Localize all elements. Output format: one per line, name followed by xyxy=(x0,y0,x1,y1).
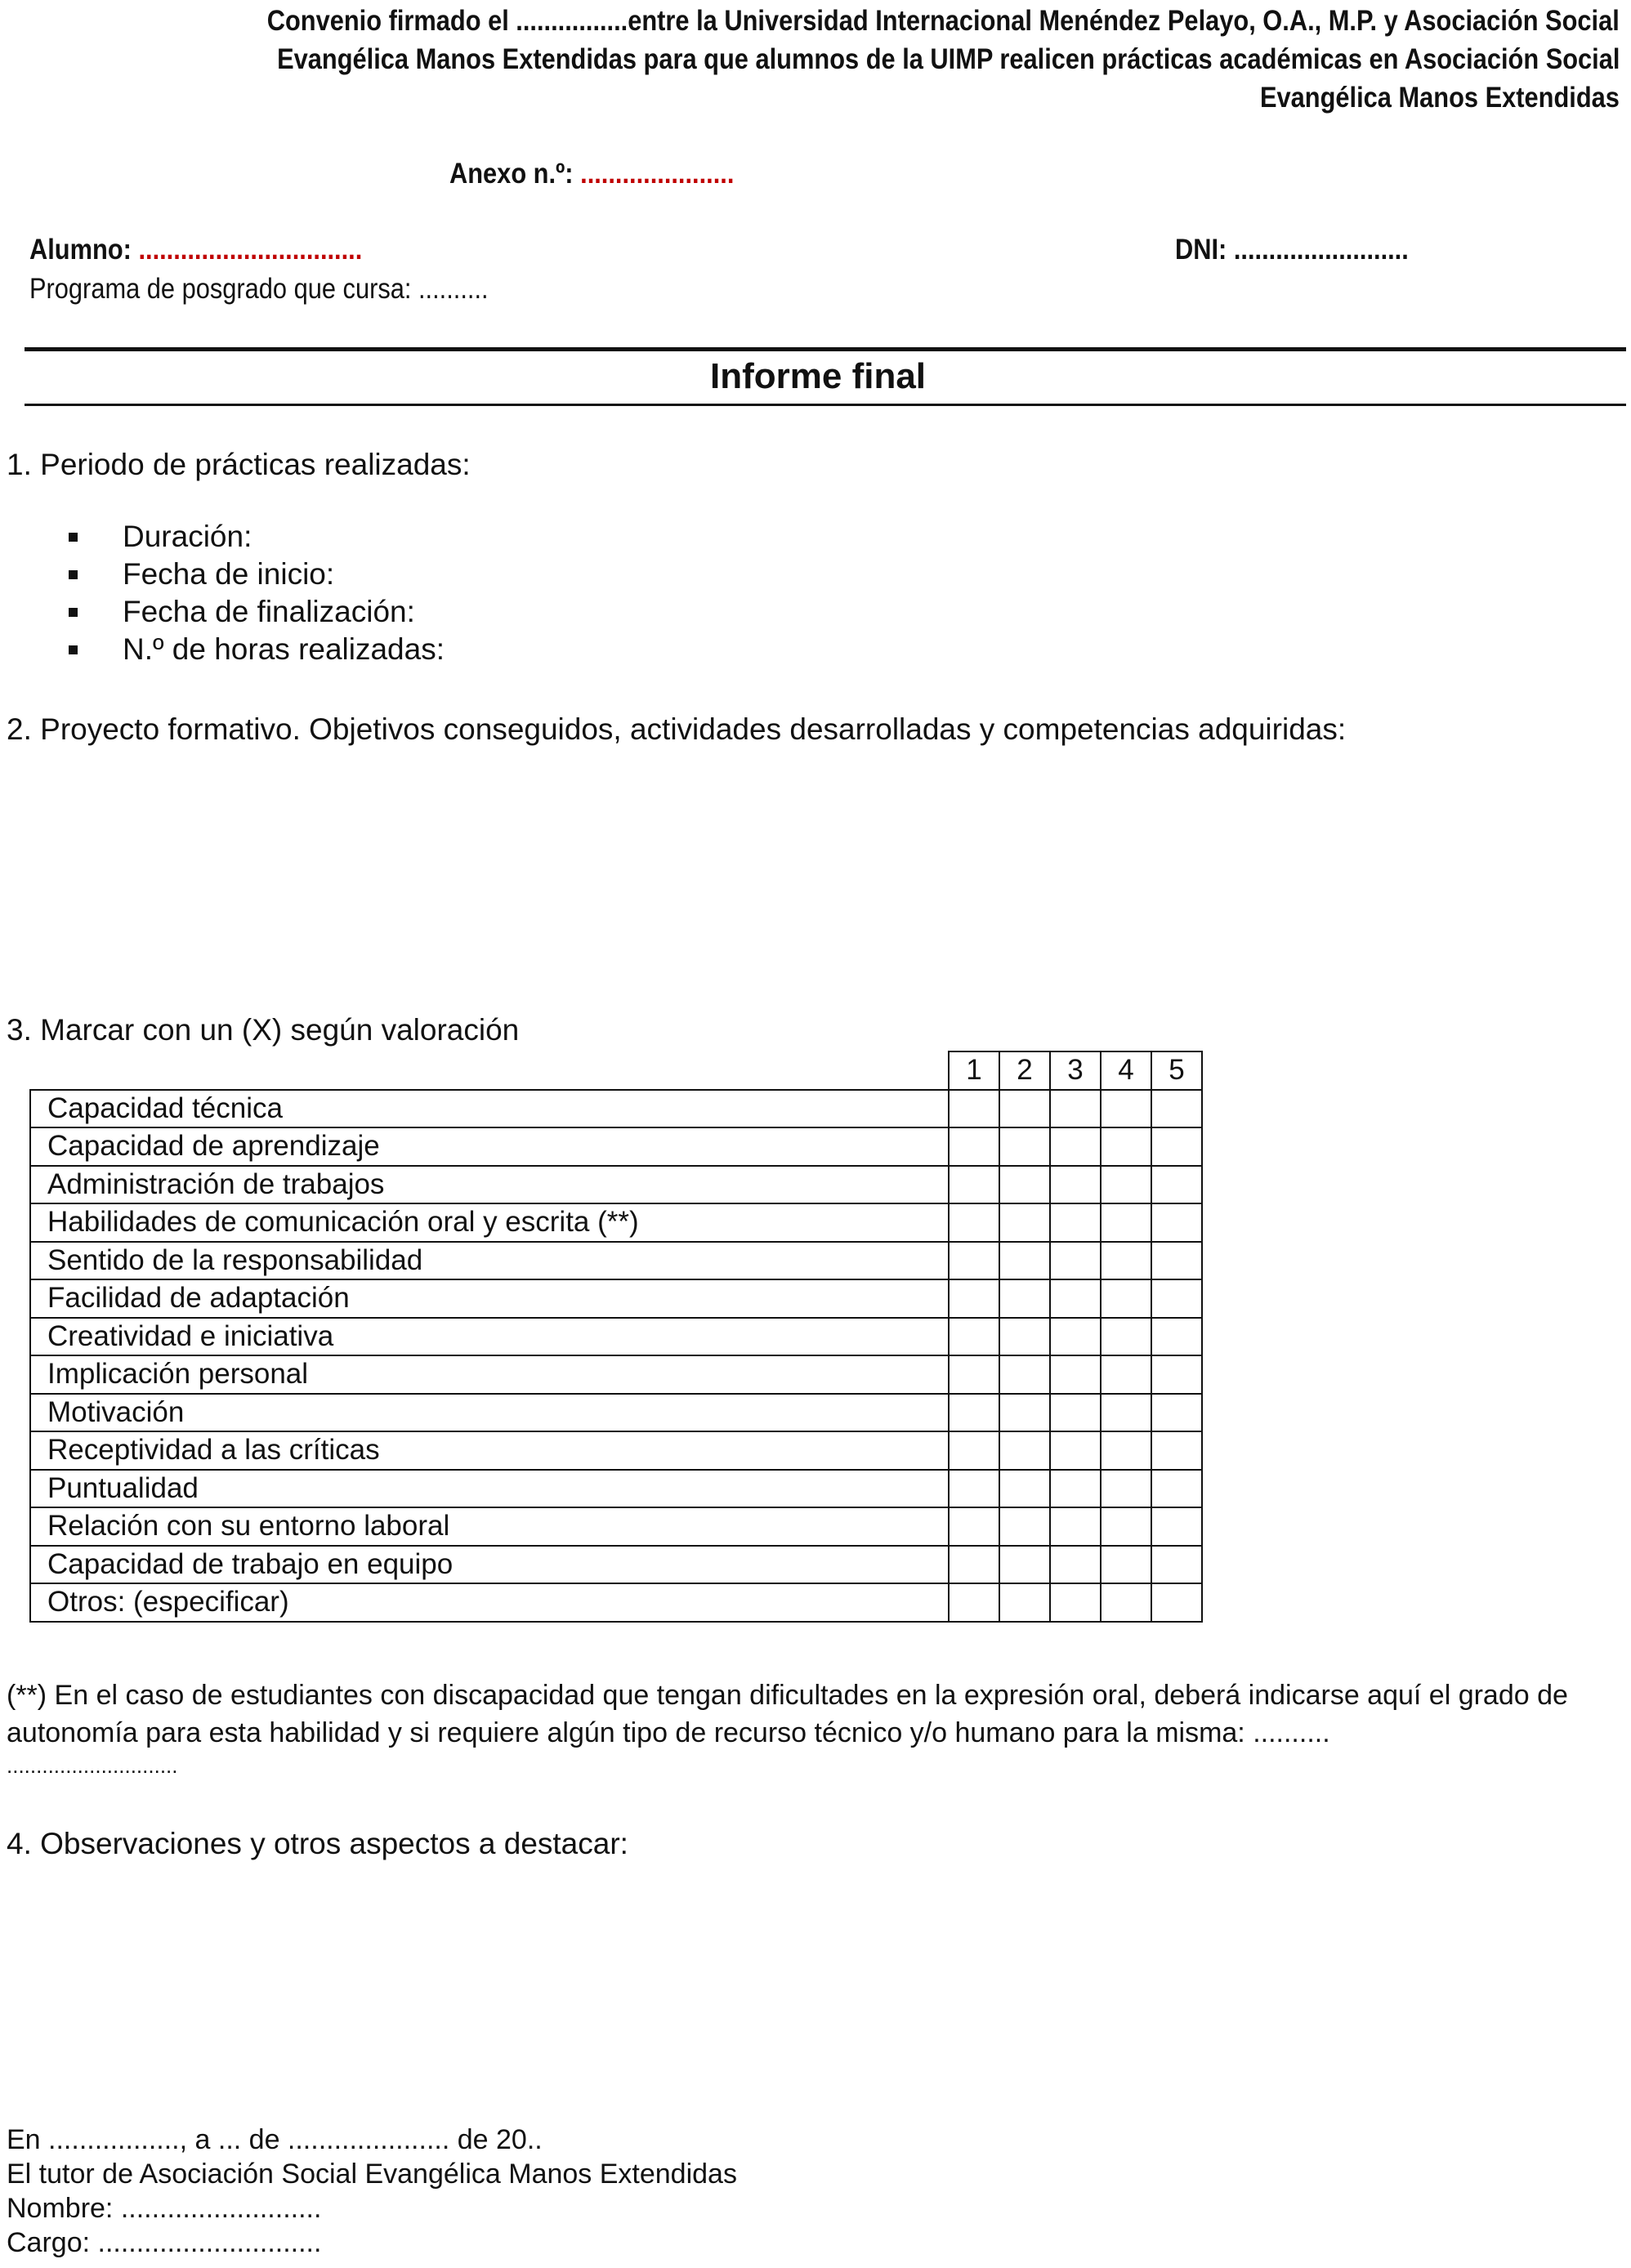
rating-checkbox-4[interactable] xyxy=(1101,1507,1151,1546)
criterion-label: Creatividad e iniciativa xyxy=(30,1318,949,1356)
scale-1: 1 xyxy=(949,1051,999,1090)
rating-row xyxy=(30,1166,1202,1204)
bullet-square-icon xyxy=(69,570,78,579)
rating-row xyxy=(30,1279,1202,1318)
rating-checkbox-2[interactable] xyxy=(999,1546,1050,1584)
annex-row xyxy=(449,158,734,190)
bullet-square-icon xyxy=(69,533,78,542)
rating-row xyxy=(30,1394,1202,1432)
rating-checkbox-2[interactable] xyxy=(999,1355,1050,1394)
dni-row xyxy=(1175,234,1409,266)
rating-checkbox-2[interactable] xyxy=(999,1394,1050,1432)
period-item-label: N.º de horas realizadas: xyxy=(123,632,445,666)
period-item-start xyxy=(65,556,445,593)
program-label: Programa de posgrado que cursa: xyxy=(29,273,412,305)
rating-checkbox-5[interactable] xyxy=(1151,1242,1202,1280)
header-line-1: Convenio firmado el ................entre la Universidad Internacional Menéndez Pelayo, O.A., M.P. y Asociación Social xyxy=(266,5,1620,37)
header-line-3: Evangélica Manos Extendidas xyxy=(1260,82,1620,114)
rating-checkbox-4[interactable] xyxy=(1101,1355,1151,1394)
scale-3: 3 xyxy=(1050,1051,1101,1090)
student-label: Alumno: xyxy=(29,234,132,266)
rating-checkbox-2[interactable] xyxy=(999,1318,1050,1356)
rating-checkbox-4[interactable] xyxy=(1101,1127,1151,1166)
rating-checkbox-5[interactable] xyxy=(1151,1090,1202,1128)
rating-checkbox-3[interactable] xyxy=(1050,1166,1101,1204)
scale-2: 2 xyxy=(999,1051,1050,1090)
rating-checkbox-3[interactable] xyxy=(1050,1355,1101,1394)
period-item-label: Fecha de inicio: xyxy=(123,557,335,591)
rating-checkbox-4[interactable] xyxy=(1101,1470,1151,1508)
rating-checkbox-1[interactable] xyxy=(949,1431,999,1470)
rating-checkbox-3[interactable] xyxy=(1050,1127,1101,1166)
criterion-label: Implicación personal xyxy=(30,1355,949,1394)
rating-checkbox-5[interactable] xyxy=(1151,1546,1202,1584)
period-item-end xyxy=(65,593,445,631)
rating-checkbox-3[interactable] xyxy=(1050,1279,1101,1318)
rating-header-blank xyxy=(30,1051,949,1090)
note-line-1: (**) En el caso de estudiantes con discapacidad que tengan dificultades en la expresión oral, deberá indicarse aquí el grado de xyxy=(7,1680,1568,1711)
rating-checkbox-4[interactable] xyxy=(1101,1431,1151,1470)
rating-checkbox-1[interactable] xyxy=(949,1166,999,1204)
bullet-square-icon xyxy=(69,645,78,654)
criterion-label: Capacidad de aprendizaje xyxy=(30,1127,949,1166)
rating-checkbox-5[interactable] xyxy=(1151,1583,1202,1622)
note-line-2: autonomía para esta habilidad y si requiere algún tipo de recurso técnico y/o humano para la misma: .......... xyxy=(7,1717,1330,1748)
criterion-label: Capacidad de trabajo en equipo xyxy=(30,1546,949,1584)
rating-checkbox-3[interactable] xyxy=(1050,1203,1101,1242)
criterion-label: Habilidades de comunicación oral y escrita (**) xyxy=(30,1203,949,1242)
rating-checkbox-1[interactable] xyxy=(949,1394,999,1432)
rating-checkbox-3[interactable] xyxy=(1050,1470,1101,1508)
rating-checkbox-2[interactable] xyxy=(999,1279,1050,1318)
rating-checkbox-2[interactable] xyxy=(999,1242,1050,1280)
tutor-position: Cargo: ............................. xyxy=(7,2227,322,2258)
title-rule-top xyxy=(25,347,1626,351)
period-item-label: Duración: xyxy=(123,520,252,553)
rating-checkbox-2[interactable] xyxy=(999,1583,1050,1622)
rating-checkbox-5[interactable] xyxy=(1151,1355,1202,1394)
title-rule-bottom xyxy=(25,404,1626,406)
tutor-name: Nombre: .......................... xyxy=(7,2193,322,2224)
period-item-duration xyxy=(65,518,445,556)
rating-checkbox-4[interactable] xyxy=(1101,1583,1151,1622)
program-row xyxy=(29,273,489,306)
rating-row xyxy=(30,1127,1202,1166)
rating-row xyxy=(30,1318,1202,1356)
rating-row xyxy=(30,1470,1202,1508)
rating-checkbox-3[interactable] xyxy=(1050,1431,1101,1470)
rating-checkbox-3[interactable] xyxy=(1050,1583,1101,1622)
rating-checkbox-1[interactable] xyxy=(949,1583,999,1622)
tutor-label: El tutor de Asociación Social Evangélica Manos Extendidas xyxy=(7,2159,737,2190)
rating-checkbox-5[interactable] xyxy=(1151,1507,1202,1546)
rating-checkbox-1[interactable] xyxy=(949,1090,999,1128)
rating-checkbox-1[interactable] xyxy=(949,1127,999,1166)
rating-checkbox-4[interactable] xyxy=(1101,1090,1151,1128)
period-list xyxy=(65,518,445,668)
student-value: ................................ xyxy=(138,234,363,266)
rating-row xyxy=(30,1546,1202,1584)
rating-checkbox-2[interactable] xyxy=(999,1470,1050,1508)
rating-table xyxy=(29,1051,1203,1623)
criterion-label: Capacidad técnica xyxy=(30,1090,949,1128)
rating-checkbox-5[interactable] xyxy=(1151,1127,1202,1166)
rating-checkbox-3[interactable] xyxy=(1050,1242,1101,1280)
period-item-hours xyxy=(65,631,445,668)
annex-value: ...................... xyxy=(580,158,735,190)
rating-checkbox-5[interactable] xyxy=(1151,1203,1202,1242)
rating-checkbox-5[interactable] xyxy=(1151,1279,1202,1318)
rating-checkbox-3[interactable] xyxy=(1050,1394,1101,1432)
rating-row xyxy=(30,1242,1202,1280)
rating-checkbox-2[interactable] xyxy=(999,1166,1050,1204)
bullet-square-icon xyxy=(69,608,78,617)
rating-checkbox-3[interactable] xyxy=(1050,1546,1101,1584)
annex-label: Anexo n.º: xyxy=(449,158,574,190)
section4-heading: 4. Observaciones y otros aspectos a destacar: xyxy=(7,1827,628,1860)
scale-5: 5 xyxy=(1151,1051,1202,1090)
student-row xyxy=(29,234,362,266)
rating-row xyxy=(30,1507,1202,1546)
section1-heading: 1. Periodo de prácticas realizadas: xyxy=(7,448,471,481)
rating-checkbox-1[interactable] xyxy=(949,1355,999,1394)
criterion-label: Motivación xyxy=(30,1394,949,1432)
note-line-3: ............................. xyxy=(7,1753,178,1778)
rating-checkbox-5[interactable] xyxy=(1151,1470,1202,1508)
rating-checkbox-4[interactable] xyxy=(1101,1279,1151,1318)
rating-checkbox-4[interactable] xyxy=(1101,1318,1151,1356)
rating-checkbox-4[interactable] xyxy=(1101,1546,1151,1584)
rating-checkbox-4[interactable] xyxy=(1101,1166,1151,1204)
rating-row xyxy=(30,1431,1202,1470)
disability-note xyxy=(7,1676,1624,1779)
rating-checkbox-2[interactable] xyxy=(999,1507,1050,1546)
dni-label: DNI: xyxy=(1175,234,1227,266)
rating-checkbox-3[interactable] xyxy=(1050,1090,1101,1128)
rating-row xyxy=(30,1355,1202,1394)
rating-checkbox-5[interactable] xyxy=(1151,1431,1202,1470)
rating-checkbox-2[interactable] xyxy=(999,1127,1050,1166)
rating-checkbox-1[interactable] xyxy=(949,1470,999,1508)
rating-checkbox-1[interactable] xyxy=(949,1546,999,1584)
rating-checkbox-4[interactable] xyxy=(1101,1394,1151,1432)
criterion-label: Administración de trabajos xyxy=(30,1166,949,1204)
program-value: .......... xyxy=(418,273,489,305)
criterion-label: Receptividad a las críticas xyxy=(30,1431,949,1470)
rating-checkbox-2[interactable] xyxy=(999,1090,1050,1128)
criterion-label: Facilidad de adaptación xyxy=(30,1279,949,1318)
section2-heading: 2. Proyecto formativo. Objetivos conseguidos, actividades desarrolladas y competencias adquiridas: xyxy=(7,712,1347,746)
criterion-label: Relación con su entorno laboral xyxy=(30,1507,949,1546)
rating-checkbox-3[interactable] xyxy=(1050,1318,1101,1356)
rating-checkbox-1[interactable] xyxy=(949,1279,999,1318)
rating-checkbox-2[interactable] xyxy=(999,1431,1050,1470)
rating-checkbox-1[interactable] xyxy=(949,1203,999,1242)
rating-checkbox-1[interactable] xyxy=(949,1318,999,1356)
rating-checkbox-5[interactable] xyxy=(1151,1394,1202,1432)
page-title: Informe final xyxy=(710,356,927,396)
criterion-label: Sentido de la responsabilidad xyxy=(30,1242,949,1280)
criterion-label: Otros: (especificar) xyxy=(30,1583,949,1622)
rating-row xyxy=(30,1583,1202,1622)
rating-checkbox-5[interactable] xyxy=(1151,1318,1202,1356)
scale-4: 4 xyxy=(1101,1051,1151,1090)
place-date: En ................., a ... de ..................... de 20.. xyxy=(7,2124,543,2155)
rating-checkbox-3[interactable] xyxy=(1050,1507,1101,1546)
dni-value: ......................... xyxy=(1233,234,1409,266)
section3-heading: 3. Marcar con un (X) según valoración xyxy=(7,1013,520,1047)
rating-scale-row xyxy=(30,1051,1202,1090)
rating-checkbox-5[interactable] xyxy=(1151,1166,1202,1204)
rating-checkbox-1[interactable] xyxy=(949,1242,999,1280)
rating-checkbox-4[interactable] xyxy=(1101,1203,1151,1242)
criterion-label: Puntualidad xyxy=(30,1470,949,1508)
rating-checkbox-1[interactable] xyxy=(949,1507,999,1546)
header-line-2: Evangélica Manos Extendidas para que alumnos de la UIMP realicen prácticas académicas en Asociación Social xyxy=(276,43,1620,75)
rating-row xyxy=(30,1203,1202,1242)
rating-row xyxy=(30,1090,1202,1128)
rating-checkbox-4[interactable] xyxy=(1101,1242,1151,1280)
period-item-label: Fecha de finalización: xyxy=(123,595,415,628)
rating-checkbox-2[interactable] xyxy=(999,1203,1050,1242)
